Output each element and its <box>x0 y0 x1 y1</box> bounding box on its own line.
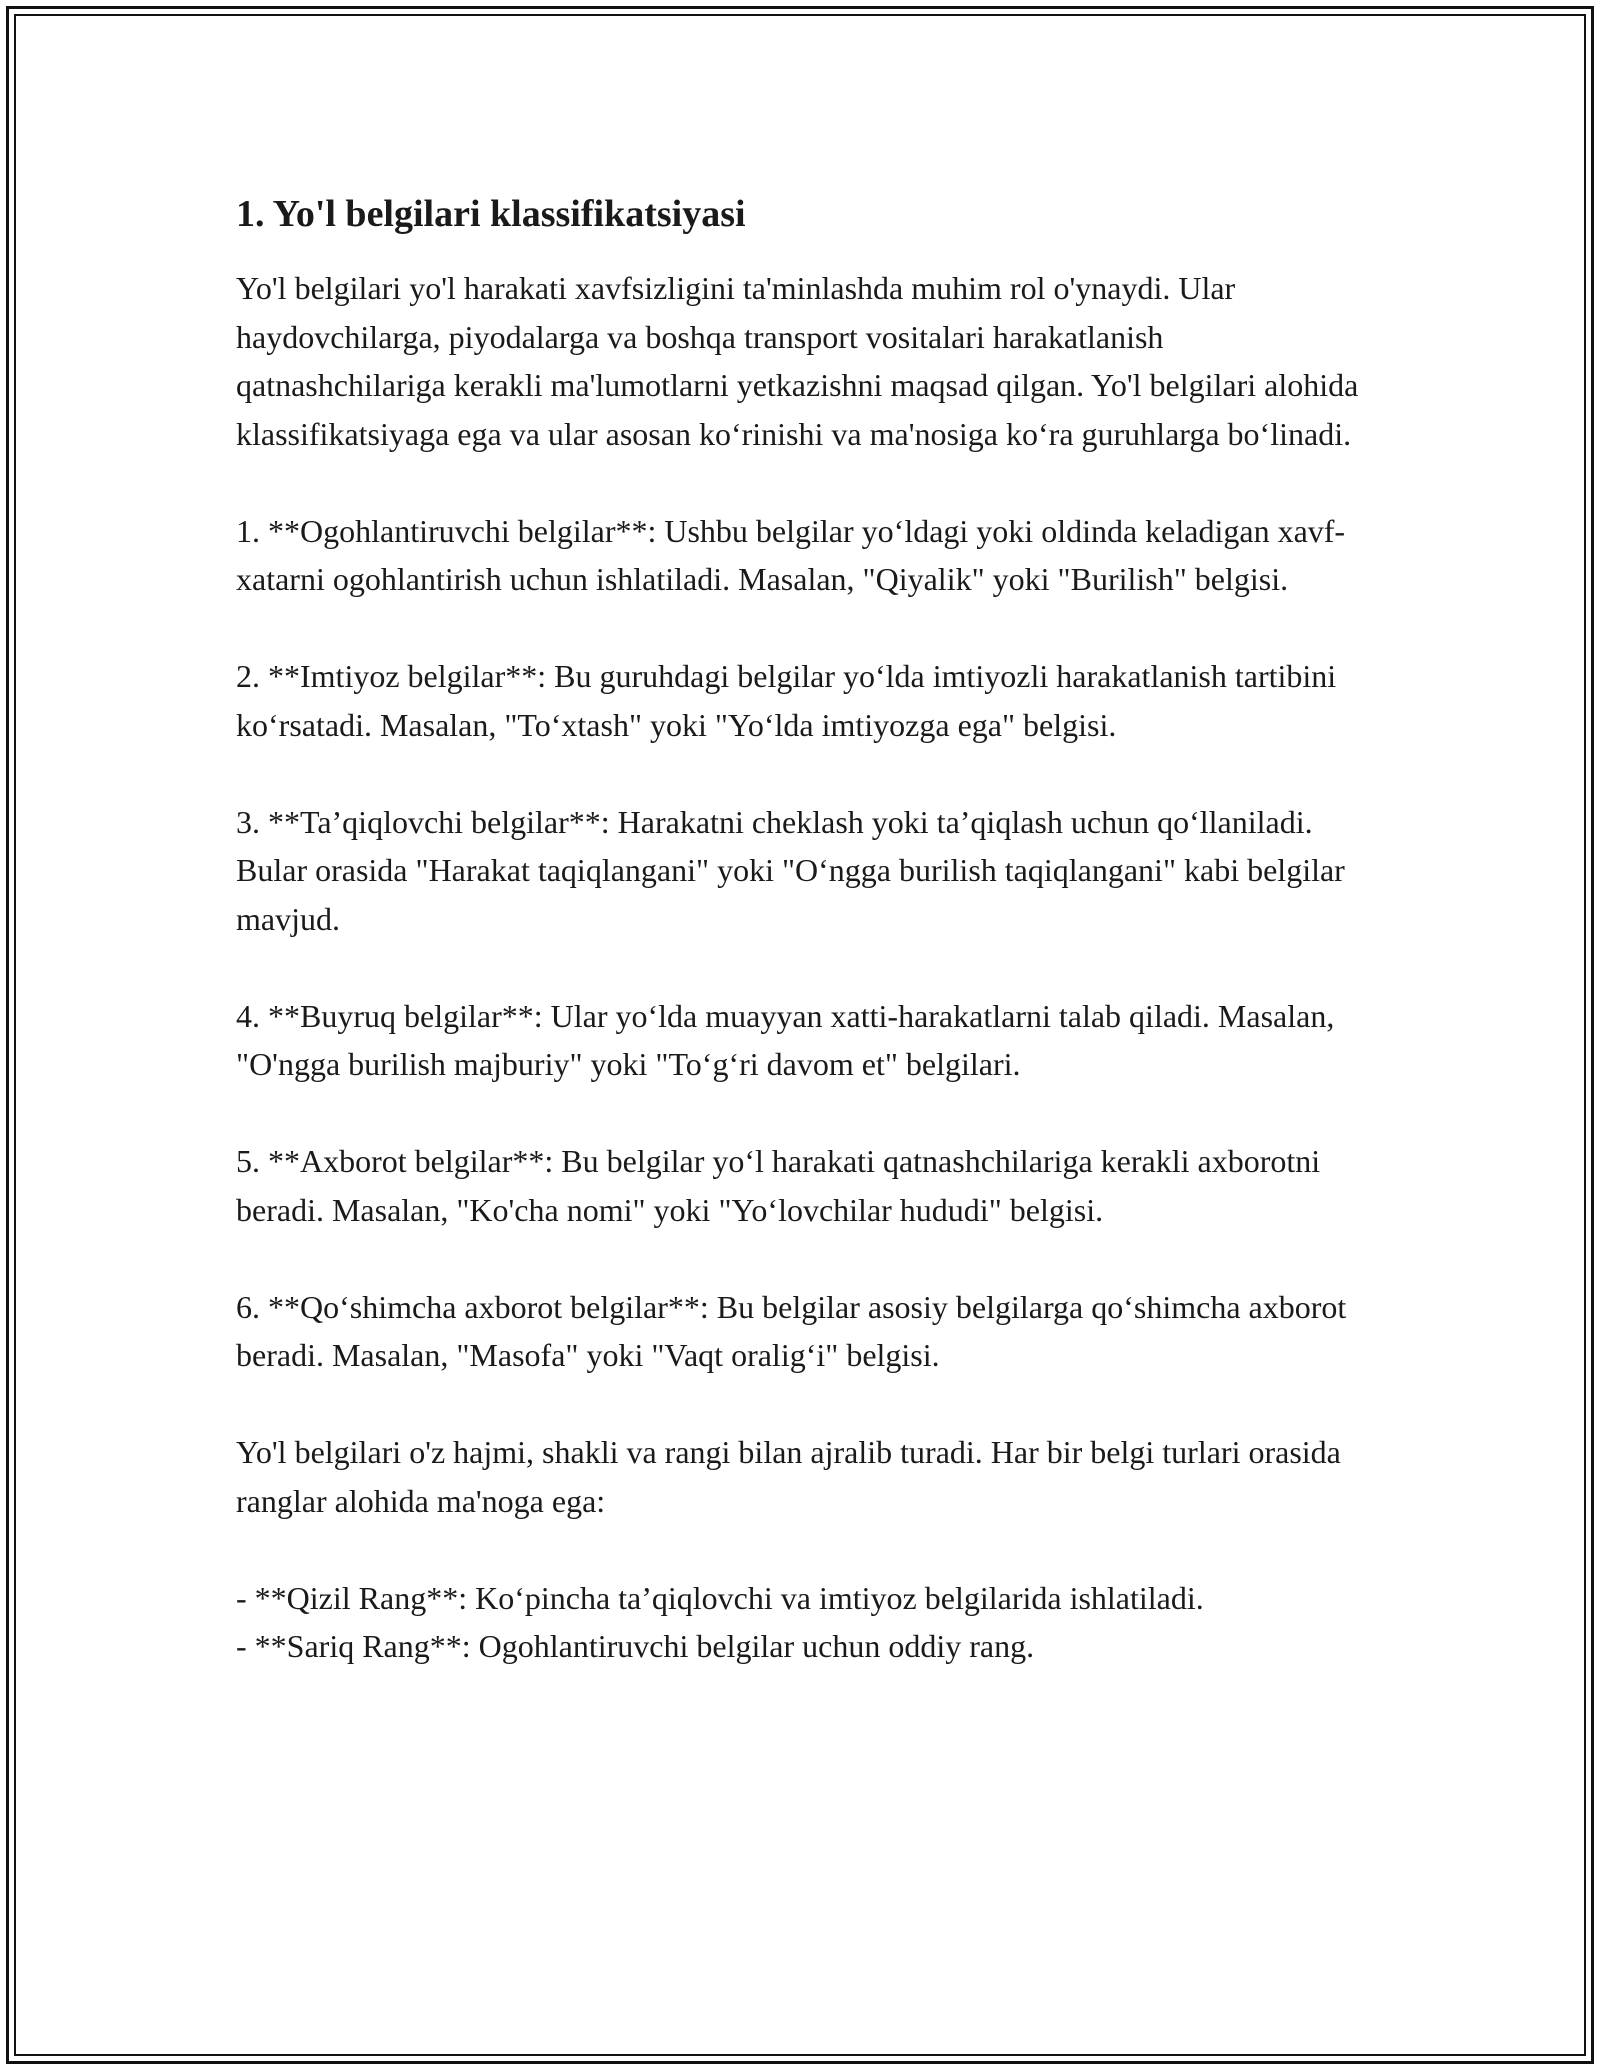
list-item-additional-info-signs: 6. **Qo‘shimcha axborot belgilar**: Bu belgilar asosiy belgilarga qo‘shimcha axborot beradi. Masalan, "Masofa" yoki "Vaqt oralig‘i" belgisi. <box>236 1288 1347 1373</box>
paragraph-gap <box>236 604 1366 653</box>
list-item-prohibitory-signs: 3. **Ta’qiqlovchi belgilar**: Harakatni cheklash yoki ta’qiqlash uchun qo‘llaniladi. Bular orasida "Harakat taqiqlangani" yoki "O‘ngga burilish taqiqlangani" kabi belgilar mavjud. <box>236 803 1345 937</box>
paragraph-gap <box>236 1089 1366 1138</box>
colors-intro-paragraph: Yo'l belgilari o'z hajmi, shakli va rangi bilan ajralib turadi. Har bir belgi turlari orasida ranglar alohida ma'noga ega: <box>236 1434 1341 1519</box>
intro-paragraph: Yo'l belgilari yo'l harakati xavfsizligini ta'minlashda muhim rol o'ynaydi. Ular haydovchilarga, piyodalarga va boshqa transport vositalari harakatlanish qatnashchilariga kerakli ma'lumotlarni yetkazishni maqsad qilgan. Yo'l belgilari alohida klassifikatsiyaga ega va ular asosan ko‘rinishi va ma'nosiga ko‘ra guruhlarga bo‘linadi. <box>236 270 1359 452</box>
document-title: 1. Yo'l belgilari klassifikatsiyasi <box>236 193 746 235</box>
paragraph-gap <box>236 943 1366 992</box>
list-item-priority-signs: 2. **Imtiyoz belgilar**: Bu guruhdagi belgilar yo‘lda imtiyozli harakatlanish tartibini ko‘rsatadi. Masalan, "To‘xtash" yoki "Yo‘lda imtiyozga ega" belgisi. <box>236 658 1337 743</box>
paragraph-gap <box>236 749 1366 798</box>
list-item-mandatory-signs: 4. **Buyruq belgilar**: Ular yo‘lda muayyan xatti-harakatlarni talab qiladi. Masalan, "O'ngga burilish majburiy" yoki "To‘g‘ri davom et" belgilari. <box>236 997 1335 1082</box>
paragraph-gap <box>236 1380 1366 1429</box>
list-item-warning-signs: 1. **Ogohlantiruvchi belgilar**: Ushbu belgilar yo‘ldagi yoki oldinda keladigan xavf-xatarni ogohlantirish uchun ishlatiladi. Masalan, "Qiyalik" yoki "Burilish" belgisi. <box>236 512 1346 597</box>
color-list-item-yellow: - **Sariq Rang**: Ogohlantiruvchi belgilar uchun oddiy rang. <box>236 1628 1035 1664</box>
paragraph-gap <box>236 458 1366 507</box>
document-body <box>236 186 1366 1671</box>
list-item-information-signs: 5. **Axborot belgilar**: Bu belgilar yo‘l harakati qatnashchilariga kerakli axborotni beradi. Masalan, "Ko'cha nomi" yoki "Yo‘lovchilar hududi" belgisi. <box>236 1143 1321 1228</box>
color-list-item-red: - **Qizil Rang**: Ko‘pincha ta’qiqlovchi va imtiyoz belgilarida ishlatiladi. <box>236 1579 1204 1616</box>
paragraph-gap <box>236 1525 1366 1574</box>
paragraph-gap <box>236 1234 1366 1283</box>
